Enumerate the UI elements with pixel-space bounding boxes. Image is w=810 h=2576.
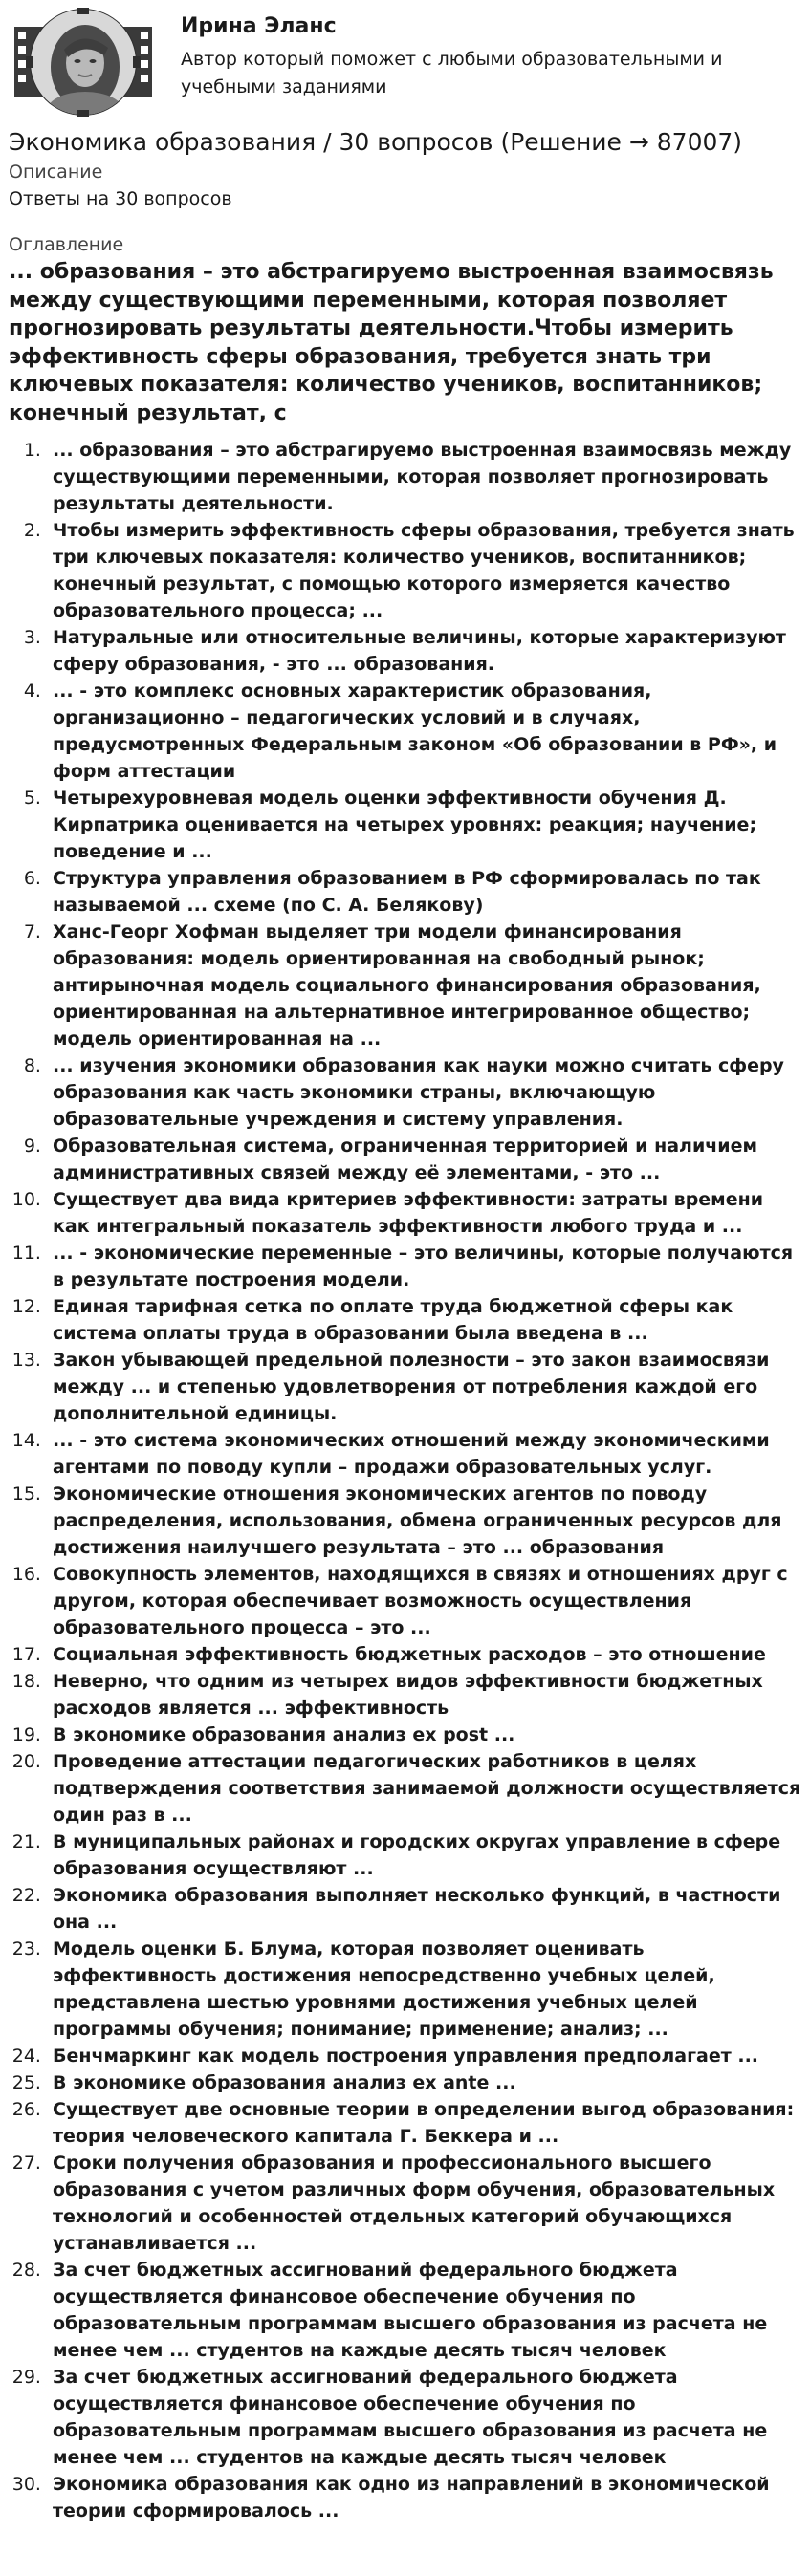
user-photo-icon: [9, 8, 158, 117]
question-item[interactable]: 11. ... - экономические переменные – это величины, которые получаются в результате построения модели.: [47, 1240, 801, 1293]
question-item[interactable]: 26. Существует две основные теории в определении выгод образования: теория человеческого капитала Г. Беккера и ...: [47, 2096, 801, 2150]
question-item[interactable]: 16. Совокупность элементов, находящихся в связях и отношениях друг с другом, которая обеспечивает возможность осуществления образовательного процесса – это ...: [47, 1561, 801, 1641]
question-item[interactable]: 25. В экономике образования анализ ex ante ...: [47, 2069, 801, 2096]
description-text: Ответы на 30 вопросов: [9, 188, 232, 209]
author-name[interactable]: Ирина Эланс: [181, 14, 337, 38]
question-item[interactable]: 7. Ханс-Георг Хофман выделяет три модели финансирования образования: модель ориентированная на свободный рынок; антирыночная модель социального финансирования образования, ориентированная на альтернативное интегрированное общество; модель ориентированная на ...: [47, 919, 801, 1052]
question-item[interactable]: 12. Единая тарифная сетка по оплате труда бюджетной сферы как система оплаты труда в образовании была введена в ...: [47, 1293, 801, 1347]
description-label: Описание: [9, 162, 103, 183]
question-item[interactable]: 8. ... изучения экономики образования как науки можно считать сферу образования как часть экономики страны, включающую образовательные учреждения и систему управления.: [47, 1052, 801, 1133]
question-item[interactable]: 28. За счет бюджетных ассигнований федерального бюджета осуществляется финансовое обеспечение обучения по образовательным программам высшего образования из расчета не менее чем ... студентов на каждые десять тысяч человек: [47, 2257, 801, 2364]
author-avatar[interactable]: [9, 8, 158, 117]
question-item[interactable]: 17. Социальная эффективность бюджетных расходов – это отношение: [47, 1641, 801, 1668]
toc-lead-text: ... образования – это абстрагируемо выстроенная взаимосвязь между существующими переменными, которая позволяет прогнозировать результаты деятельности.Чтобы измерить эффективность сферы образования, требуется знать три ключевых показателя: количество учеников, воспитанников; конечный результат, с: [9, 260, 774, 425]
question-item[interactable]: 9. Образовательная система, ограниченная территорией и наличием административных связей между её элементами, - это ...: [47, 1133, 801, 1186]
question-item[interactable]: 18. Неверно, что одним из четырех видов эффективности бюджетных расходов является ... эффективность: [47, 1668, 801, 1721]
question-item[interactable]: 22. Экономика образования выполняет несколько функций, в частности она ...: [47, 1882, 801, 1936]
question-item[interactable]: 14. ... - это система экономических отношений между экономическими агентами по поводу купли – продажи образовательных услуг.: [47, 1427, 801, 1481]
question-item[interactable]: 20. Проведение аттестации педагогических работников в целях подтверждения соответствия занимаемой должности осуществляется один раз в ...: [47, 1748, 801, 1829]
question-item[interactable]: 10. Существует два вида критериев эффективности: затраты времени как интегральный показатель эффективности любого труда и ...: [47, 1186, 801, 1240]
question-item[interactable]: 6. Структура управления образованием в РФ сформировалась по так называемой ... схеме (по С. А. Белякову): [47, 865, 801, 919]
question-item[interactable]: 1. ... образования – это абстрагируемо выстроенная взаимосвязь между существующими переменными, которая позволяет прогнозировать результаты деятельности.: [47, 437, 801, 517]
question-item[interactable]: 27. Сроки получения образования и профессионального высшего образования с учетом различных форм обучения, образовательных технологий и особенностей отдельных категорий обучающихся устанавливается ...: [47, 2150, 801, 2257]
question-item[interactable]: 21. В муниципальных районах и городских округах управление в сфере образования осуществляют ...: [47, 1829, 801, 1882]
question-item[interactable]: 24. Бенчмаркинг как модель построения управления предполагает ...: [47, 2043, 801, 2069]
question-item[interactable]: 13. Закон убывающей предельной полезности – это закон взаимосвязи между ... и степенью удовлетворения от потребления каждой его дополнительной единицы.: [47, 1347, 801, 1427]
question-item[interactable]: 15. Экономические отношения экономических агентов по поводу распределения, использования, обмена ограниченных ресурсов для достижения наилучшего результата – это ... образования: [47, 1481, 801, 1561]
question-item[interactable]: 30. Экономика образования как одно из направлений в экономической теории сформировалось ...: [47, 2471, 801, 2524]
author-header: [9, 0, 801, 126]
question-item[interactable]: 5. Четырехуровневая модель оценки эффективности обучения Д. Кирпатрика оценивается на четырех уровнях: реакция; научение; поведение и ...: [47, 785, 801, 865]
author-info: [181, 8, 774, 101]
question-item[interactable]: 4. ... - это комплекс основных характеристик образования, организационно – педагогических условий и в случаях, предусмотренных Федеральным законом «Об образовании в РФ», и форм аттестации: [47, 678, 801, 785]
question-item[interactable]: 2. Чтобы измерить эффективность сферы образования, требуется знать три ключевых показателя: количество учеников, воспитанников; конечный результат, с помощью которого измеряется качество образовательного процесса; ...: [47, 517, 801, 624]
author-description: Автор который поможет с любыми образовательными и учебными заданиями: [181, 49, 723, 97]
toc-label: Оглавление: [9, 234, 124, 255]
question-item[interactable]: 19. В экономике образования анализ ex post ...: [47, 1721, 801, 1748]
question-item[interactable]: 29. За счет бюджетных ассигнований федерального бюджета осуществляется финансовое обеспечение обучения по образовательным программам высшего образования из расчета не менее чем ... студентов на каждые десять тысяч человек: [47, 2364, 801, 2471]
question-item[interactable]: 23. Модель оценки Б. Блума, которая позволяет оценивать эффективность достижения непосредственно учебных целей, представлена шестью уровнями достижения учебных целей программы обучения; понимание; применение; анализ; ...: [47, 1936, 801, 2043]
question-item[interactable]: 3. Натуральные или относительные величины, которые характеризуют сферу образования, - это ... образования.: [47, 624, 801, 678]
question-list: [9, 437, 801, 2524]
page-title: Экономика образования / 30 вопросов (Решение → 87007): [9, 128, 743, 156]
